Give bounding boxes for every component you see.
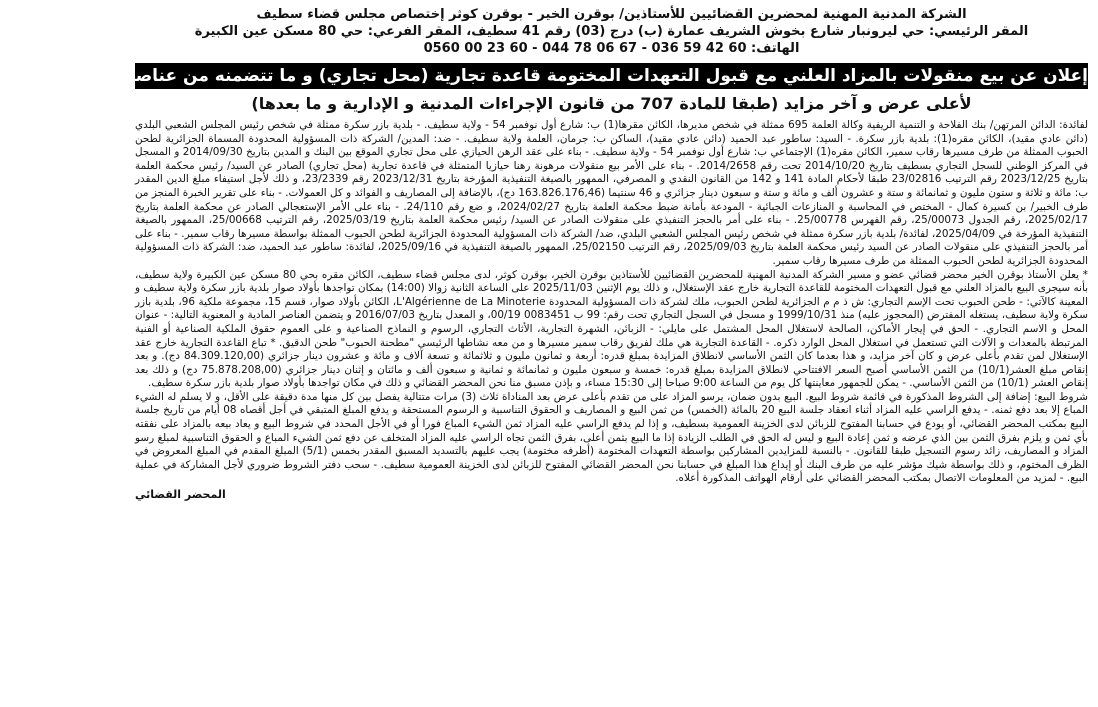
announcement-subtitle: لأعلى عرض و آخر مزايد (طبقا للمادة 707 من قانون الإجراءات المدنية و الإدارية و ما بعدها) (251, 94, 972, 113)
header-company-line: الشركة المدنية المهنية لمحضرين القضائيين للأستاذين/ بوقرن الخير - بوقرن كوثر إختصاص مجلس قضاء سطيف (256, 7, 967, 22)
announcement-title: إعلان عن بيع منقولات بالمزاد العلني مع قبول التعهدات المختومة قاعدة تجارية (محل تجاري) و ما تتضمنه من عناصر مادية و معنوية (135, 63, 1088, 89)
phone-label: الهاتف: (751, 41, 800, 56)
paragraph-parties: لفائدة: الدائن المرتهن/ بنك الفلاحة و التنمية الريفية وكالة العلمة 695 ممثلة في شخص مديرها، الكائن مقرها(1) ب: شارع أول نوفمبر 54 - ولاية سطيف. - بلدية بازر سكرة ممثلة في شخص رئيس المجلس الشعبي البلدي (دائن عادي مقيد)، الكائن مقره(1): بلدية بازر سكرة. - السيد: ساطور عبد الحميد (دائن عادي مقيد)، الساكن ب: جرمان، العلمة ولاية سطيف. - ضد: المدين/ الشركة ذات المسؤولية المحدودة المسماة الجزائرية لطحن الحبوب الممثلة من طرف مسيرها رقاب سمير، الكائن مقره(1) الإجتماعي ب: شارع أول نوفمبر 54 - ولاية سطيف. - بناء على عقد الرهن الحيازي على محل تجاري الموقع بين البنك و المدين بتاريخ 2014/09/30 و المسجل في المركز الوطني للسجل التجاري بسطيف بتاريخ 2014/10/20 تحت رقم 2014/2658. - بناء على الأمر بيع منقولات مرهونة رهنا حيازيا المتمثلة في قاعدة تجارية (محل تجاري) الصادر عن السيد/ رئيس محكمة العلمة بتاريخ 2023/12/25 رقم الترتيب 23/02816 طبقا لأحكام المادة 141 و 142 من القانون النقدي و المصرفي، الممهور بالصيغة التنفيذية المؤرخة بتاريخ 2023/12/31 رقم 23/2339، و ذلك لأجل استيفاء مبلغ الدين المقدر ب: مائة و ثلاثة و ستون مليون و ثمانمائة و ستة و عشرون ألف و مائة و ستة و سبعون دينار جزائري و 46 سنتيما (163.826.176,46 دج)، بالإضافة إلى المصاريف و الفوائد و كل العمولات. - بناء على تقرير الخبرة المنجز من طرف الخبير/ بن كسيرة كمال - المختص في المحاسبة و المنازعات الجبائية - المودعة بأمانة ضبط محكمة العلمة بتاريخ 2024/02/27، و ضع رقم 24/110. - بناء على الأمر الإستعجالي الصادر عن محكمة العلمة بتاريخ 2025/02/17، رقم الجدول 25/00073، رقم الفهرس 25/00778. - بناء على أمر بالحجز التنفيذي على منقولات الصادر عن السيد/ رئيس محكمة العلمة بتاريخ 2025/03/19، رقم الترتيب 25/00668، الممهور بالصيغة التنفيذية المؤرخة في 2025/04/09، لفائدة/ بلدية بازر سكرة ممثلة في شخص رئيس المجلس الشعبي البلدي، ضد/ الشركة ذات المسؤولية المحدودة الجزائرية لطحن الحبوب الممثلة بواسطة مسيرها رقاب سمير. - بناء على أمر بالحجز التنفيذي على منقولات الصادر عن السيد رئيس محكمة العلمة بتاريخ 2025/09/03، رقم الترتيب 25/02150، الممهور بالصيغة التنفيذية في 2025/09/16، لفائدة: ساطور عبد الحميد، ضد: الشركة ذات المسؤولية المحدودة الجزائرية لطحن الحبوب الممثلة من طرف مسيرها رقاب سمير. (135, 119, 1089, 267)
paragraph-sale-notice: * يعلن الأستاذ بوقرن الخير محضر قضائي عضو و مسير الشركة المدنية المهنية للمحضرين القضائيين للأستاذين بوقرن الخير، بوقرن كوثر، لدى مجلس قضاء سطيف، الكائن مقره بحي 80 مسكن عين الكبيرة ولاية سطيف، بأنه سيجرى البيع بالمزاد العلني مع قبول التعهدات المختومة للقاعدة التجارية خارج عقد الإستغلال، و ذلك يوم الإثنين 2025/11/03 على الساعة الثانية زوالا (14:00) بمكان تواجدها بأولاد صوار بلدية بازر سكرة ولاية سطيف و المعينة كالآتي: - طحن الحبوب تحت الإسم التجاري: ش ذ م م الجزائرية لطحن الحبوب، ملك لشركة ذات المسؤولية المحدودة L'Algérienne de La Minoterie، الكائن بأولاد صوار، قسم 15، مجموعة ملكية 96، بلدية بازر سكرة ولاية سطيف، يستغله المفترض (المحجوز عليه) منذ 1999/10/31 و مسجل في السجل التجاري تحت رقم: 99 ب 0083451 00/19، و المعدل بتاريخ 2016/07/03 و يتضمن العناصر المادية و المعنوية التالية: - عنوان المحل و الاسم التجاري. - الحق في إيجار الأماكن، الصالحة لاستغلال المحل المشتمل على مايلي: - الزبائن، الشهرة التجارية، الأثاث التجاري، الرسوم و النماذج الصناعية و على العموم حقوق الملكية الصناعية أو الفنية المرتبطة بالمعدات و الآلات التي تستعمل في استغلال المحل الوارد ذكره. - القاعدة التجارية هي ملك لفريق رقاب سمير مسيرها و من معه نشاطها الرئيسي "مطحنة الحبوب" طحن الدقيق. * تباع القاعدة التجارية خارج عقد الإستغلال لمن تقدم بأعلى عرض و كان آخر مزايد، و هذا بعدما كان الثمن الأساسي لانطلاق المزايدة بمبلغ قدره: أربعة و ثمانون مليون و ثلاثمائة و تسعة آلاف و مائة و عشرون دينار جزائري (84.309.120,00 دج). و بعد إنقاص مبلغ العشر(10/1) من الثمن الأساسي أصبح السعر الافتتاحي لانطلاق المزايدة بمبلغ قدره: خمسة و سبعون مليون و ثمانمائة و ثمانية و سبعون ألف و مائتان و إثنان دينار جزائري (75.878.208,00 دج) و ذلك بعد إنقاص العشر (10/1) من الثمن الأساسي. - يمكن للجمهور معاينتها كل يوم من الساعة 9:00 صباحا إلى 15:30 مساء، و بإذن مسبق منا نحن المحضر القضائي و ذلك في مكان تواجدها بأولاد صوار بلدية بازر سكرة سطيف. (135, 268, 1088, 390)
paragraph-sale-conditions: شروط البيع: إضافة إلى الشروط المذكورة في قائمة شروط البيع. البيع بدون ضمان، يرسو المزاد على من تقدم بأعلى عرض بعد المناداة ثلاث (3) مرات متتالية يفصل بين كل منها مدة دقيقة على الأقل، و لا يسلم له الشيء المباع إلا بعد دفع ثمنه. - يدفع الراسي عليه المزاد أثناء انعقاد جلسة البيع 20 بالمائة (الخمس) من ثمن البيع و المصاريف و الحقوق التناسبية و الرسوم المستحقة و يدفع المبلغ المتبقي في أجل أقصاه 08 أيام من تاريخ جلسة البيع بمكتب المحضر القضائي، أو يودع في حسابنا المفتوح للزبائن لدى الخزينة العمومية بسطيف، و إذا لم يدفع الراسي عليه المزاد ثمن الشيء المباع فورا أو في الأجل المحدد في شروط البيع و يعاد بيعه بالمزاد على نفقته بأي ثمن و يلزم بفرق الثمن بين الذي عرضه و ثمن إعادة البيع و ليس له الحق في الطلب الزيادة إذا ما البيع بثمن أعلى، بفرق الثمن تجاه الراسي عليه المزاد المتخلف عن دفع ثمن الشيء المباع و الحقوق التناسبية لمبلغ رسو المزاد و المصاريف، زائد رسوم التسجيل طبقا للقانون. - بالنسبة للمزايدين المشاركين بواسطة التعهدات المختومة (أظرفه مختومة) يجب عليهم بالتسديد المسبق المقدر بخمس (5/1) المبلغ المقدم في المبلغ المعروض في الظرف المختوم، و ذلك بواسطة شيك مؤشر عليه من طرف البنك أو إيداع هذا المبلغ في حسابنا نحن المحضر القضائي المفتوح للزبائن لدى الخزينة العمومية سطيف. - سحب دفتر الشروط ضروري لأجل المشاركة في عملية البيع. - لمزيد من المعلومات الاتصال بمكتب المحضر القضائي على أرقام الهواتف المذكورة أعلاه. (135, 390, 1089, 485)
header-phone-line (135, 40, 1088, 57)
announcement-body (135, 119, 1088, 486)
phone-numbers: 0560 00 23 60 - 044 78 06 67 - 036 59 42 60 (423, 41, 747, 56)
bailiff-signature: المحضر القضائي (135, 488, 226, 502)
header-address-line: المقر الرئيسي: حي ليرونبار شارع بخوش الشريف عمارة (ب) درج (03) رقم 41 سطيف، المقر الفرعي: حي 80 مسكن عين الكبيرة (194, 24, 1029, 39)
